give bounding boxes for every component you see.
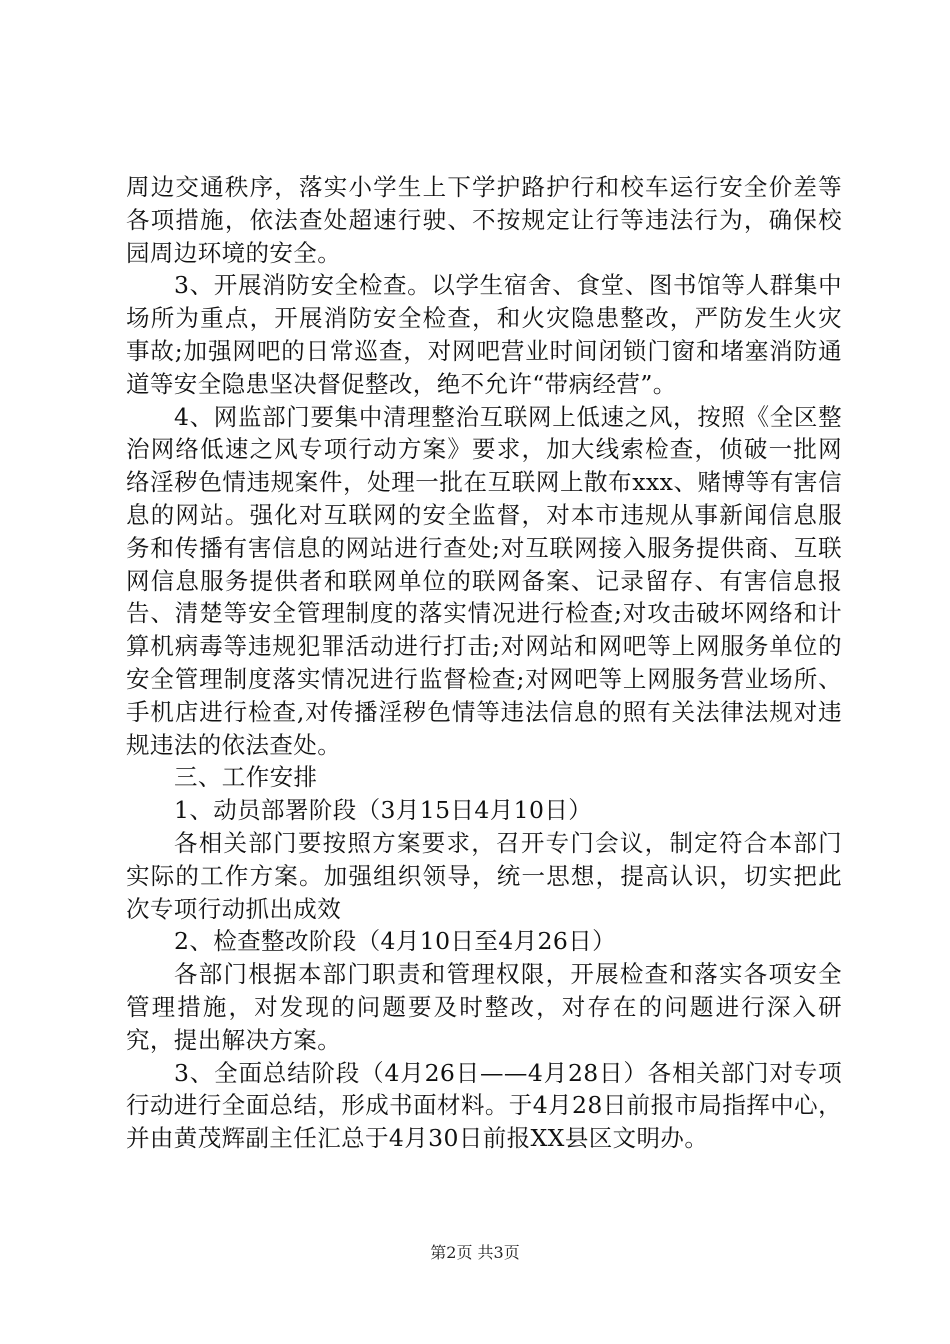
stage-2-heading: 2、检查整改阶段（4月10日至4月26日） — [174, 927, 617, 956]
stage-1-body: 各相关部门要按照方案要求，召开专门会议，制定符合本部门实际的工作方案。加强组织领导，统一思想，提高认识，切实把此次专项行动抓出成效 — [126, 828, 842, 923]
stage-2-body: 各部门根据本部门职责和管理权限，开展检查和落实各项安全管理措施，对发现的问题要及时整改，对存在的问题进行深入研究，提出解决方案。 — [126, 960, 842, 1054]
section-heading: 三、工作安排 — [174, 763, 318, 792]
page-number-footer: 第2页 共3页 — [430, 1243, 520, 1262]
document-body — [126, 171, 842, 1155]
paragraph-2: 3、开展消防安全检查。以学生宿舍、食堂、图书馆等人群集中场所为重点，开展消防安全检查，和火灾隐患整改，严防发生火灾事故;加强网吧的日常巡查，对网吧营业时间闭锁门窗和堵塞消防通道等安全隐患坚决督促整改，绝不允许“带病经营”。 — [126, 271, 842, 398]
stage-1-heading: 1、动员部署阶段（3月15日4月10日） — [174, 796, 593, 825]
paragraph-1: 周边交通秩序，落实小学生上下学护路护行和校车运行安全价差等各项措施，依法查处超速行驶、不按规定让行等违法行为，确保校园周边环境的安全。 — [126, 173, 842, 267]
stage-3-paragraph: 3、全面总结阶段（4月26日——4月28日）各相关部门对专项行动进行全面总结，形成书面材料。于4月28日前报市局指挥中心，并由黄茂辉副主任汇总于4月30日前报XX县区文明办。 — [126, 1058, 842, 1153]
paragraph-3: 4、网监部门要集中清理整治互联网上低速之风，按照《全区整治网络低速之风专项行动方案》要求，加大线索检查，侦破一批网络淫秽色情违规案件，处理一批在互联网上散布xxx、赌博等有害信息的网站。强化对互联网的安全监督，对本市违规从事新闻信息服务和传播有害信息的网站进行查处;对互联网接入服务提供商、互联网信息服务提供者和联网单位的联网备案、记录留存、有害信息报告、清楚等安全管理制度的落实情况进行检查;对攻击破坏网络和计算机病毒等违规犯罪活动进行打击;对网站和网吧等上网服务单位的安全管理制度落实情况进行监督检查;对网吧等上网服务营业场所、手机店进行检查,对传播淫秽色情等违法信息的照有关法律法规对违规违法的依法查处。 — [126, 402, 842, 759]
